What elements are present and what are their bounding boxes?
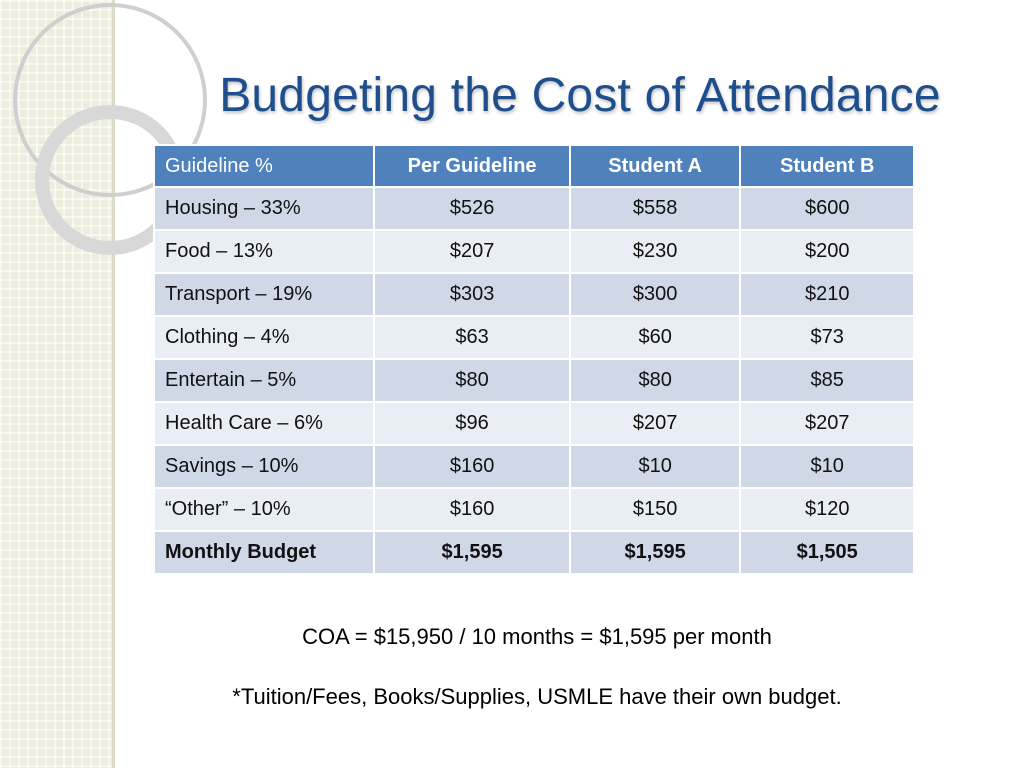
row-label: Entertain – 5% — [154, 359, 374, 402]
total-student-a: $1,595 — [570, 531, 741, 574]
table-row — [154, 488, 914, 531]
row-label: Food – 13% — [154, 230, 374, 273]
student-b-value: $73 — [740, 316, 914, 359]
per-guideline-value: $160 — [374, 445, 570, 488]
table-row — [154, 402, 914, 445]
per-guideline-value: $526 — [374, 187, 570, 230]
header-per-guideline: Per Guideline — [374, 145, 570, 187]
table-row — [154, 187, 914, 230]
header-guideline-pct: Guideline % — [154, 145, 374, 187]
row-label: Savings – 10% — [154, 445, 374, 488]
per-guideline-value: $303 — [374, 273, 570, 316]
per-guideline-value: $63 — [374, 316, 570, 359]
table-row — [154, 230, 914, 273]
student-b-value: $207 — [740, 402, 914, 445]
total-row — [154, 531, 914, 574]
row-label: Health Care – 6% — [154, 402, 374, 445]
total-label: Monthly Budget — [154, 531, 374, 574]
table-row — [154, 273, 914, 316]
student-b-value: $210 — [740, 273, 914, 316]
row-label: “Other” – 10% — [154, 488, 374, 531]
row-label: Clothing – 4% — [154, 316, 374, 359]
student-a-value: $230 — [570, 230, 741, 273]
slide-title: Budgeting the Cost of Attendance — [219, 69, 941, 122]
budget-table — [153, 144, 915, 575]
row-label: Transport – 19% — [154, 273, 374, 316]
student-a-value: $10 — [570, 445, 741, 488]
header-student-b: Student B — [740, 145, 914, 187]
student-b-value: $600 — [740, 187, 914, 230]
total-per-guideline: $1,595 — [374, 531, 570, 574]
student-b-value: $120 — [740, 488, 914, 531]
student-b-value: $85 — [740, 359, 914, 402]
per-guideline-value: $207 — [374, 230, 570, 273]
student-a-value: $150 — [570, 488, 741, 531]
table-row — [154, 359, 914, 402]
header-student-a: Student A — [570, 145, 741, 187]
footnote: *Tuition/Fees, Books/Supplies, USMLE have their own budget. — [232, 684, 842, 709]
table-row — [154, 445, 914, 488]
student-a-value: $60 — [570, 316, 741, 359]
coa-note: COA = $15,950 / 10 months = $1,595 per month — [302, 624, 772, 649]
per-guideline-value: $96 — [374, 402, 570, 445]
per-guideline-value: $160 — [374, 488, 570, 531]
total-student-b: $1,505 — [740, 531, 914, 574]
student-a-value: $207 — [570, 402, 741, 445]
student-a-value: $558 — [570, 187, 741, 230]
student-b-value: $10 — [740, 445, 914, 488]
table-header-row — [154, 145, 914, 187]
student-b-value: $200 — [740, 230, 914, 273]
student-a-value: $300 — [570, 273, 741, 316]
table-row — [154, 316, 914, 359]
row-label: Housing – 33% — [154, 187, 374, 230]
per-guideline-value: $80 — [374, 359, 570, 402]
student-a-value: $80 — [570, 359, 741, 402]
